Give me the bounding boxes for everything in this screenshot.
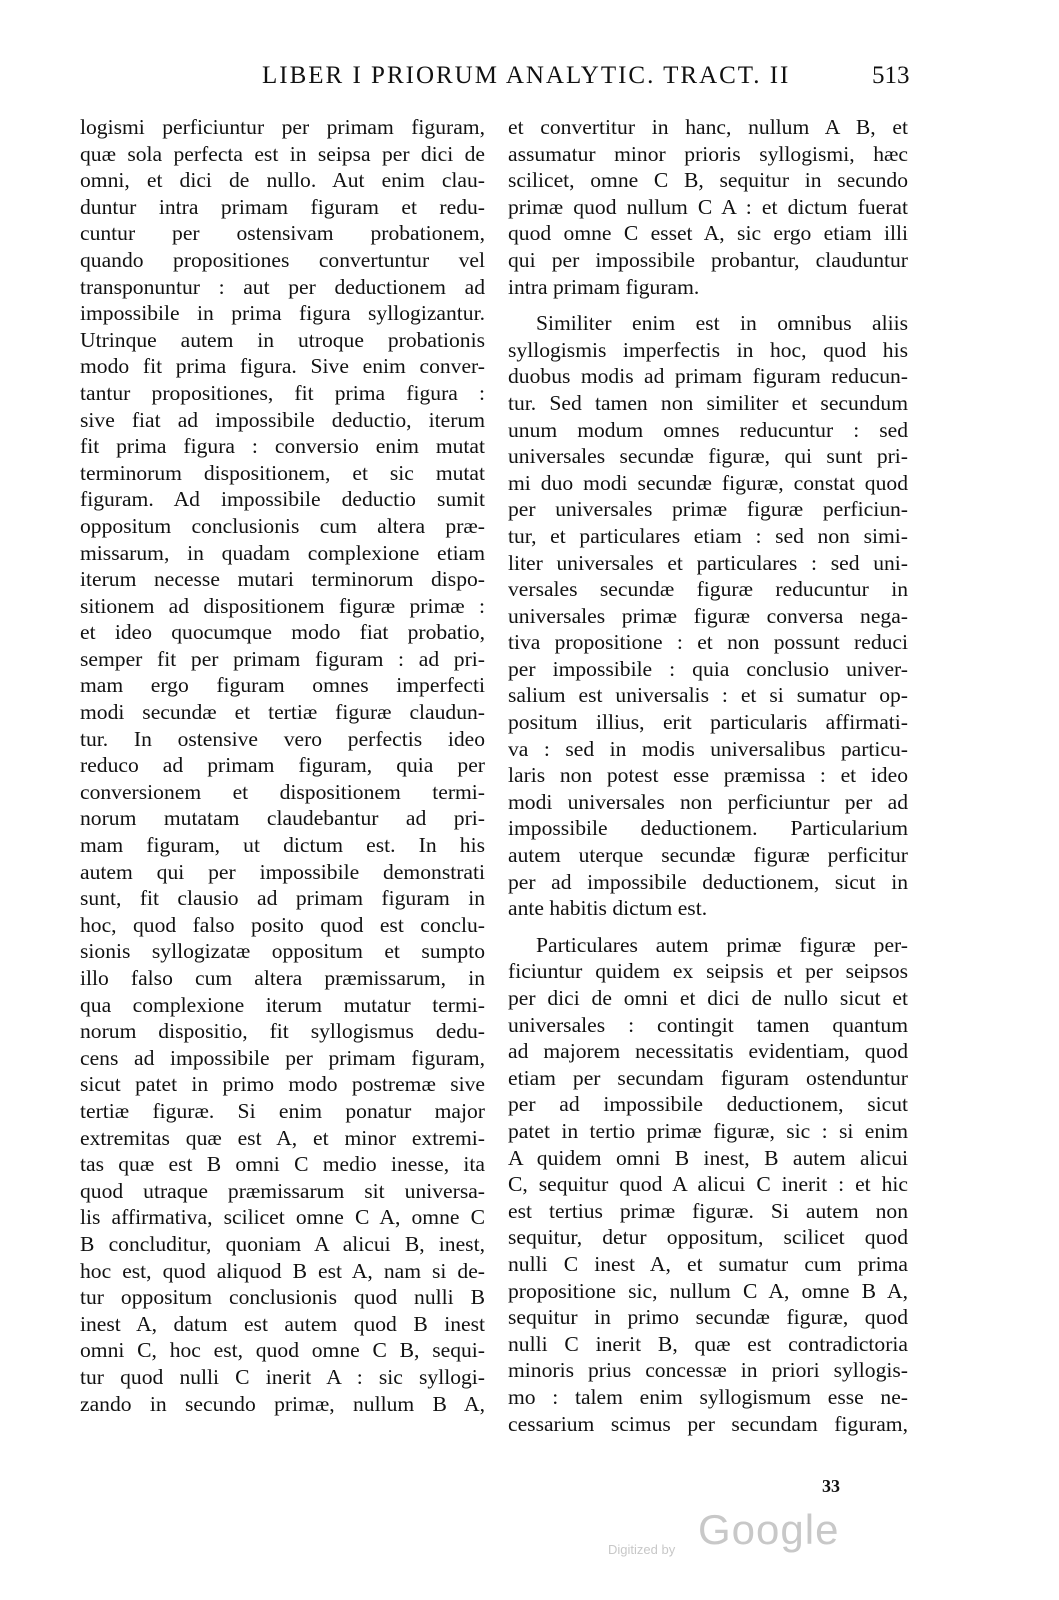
text-line: iterum necesse mutari terminorum dispo- bbox=[80, 567, 485, 592]
running-header bbox=[0, 62, 1059, 92]
text-line: salium est universalis : et si sumatur op- bbox=[508, 683, 908, 708]
text-line: modo fit prima figura. Sive enim conver- bbox=[80, 354, 485, 379]
text-line: conversionem et dispositionem termi- bbox=[80, 779, 485, 804]
text-line: ante habitis dictum est. bbox=[508, 896, 708, 921]
text-line: universales primæ figuræ conversa nega- bbox=[508, 603, 908, 628]
text-line: ficiuntur quidem ex seipsis et per seipsos bbox=[508, 959, 908, 984]
text-line: sionis syllogizatæ oppositum et sumpto bbox=[80, 939, 485, 964]
text-line: sunt, fit clausio ad primam figuram in bbox=[80, 886, 485, 911]
text-line: duntur intra primam figuram et redu- bbox=[80, 194, 485, 219]
text-line: et convertitur in hanc, nullum A B, et bbox=[508, 115, 908, 139]
text-line: mam ergo figuram omnes imperfecti bbox=[80, 673, 485, 698]
text-line: autem uterque secundæ figuræ perficitur bbox=[508, 843, 908, 868]
text-line: per universales primæ figuræ perficiun- bbox=[508, 497, 908, 522]
text-line: unum modum omnes reducuntur : sed bbox=[508, 417, 908, 442]
text-line: tur. In ostensive vero perfectis ideo bbox=[80, 726, 485, 751]
text-line: qui per impossibile probantur, clauduntur bbox=[508, 247, 908, 272]
text-line: versales secundæ figuræ reducuntur in bbox=[508, 577, 908, 602]
text-line: patet in tertio primæ figuræ, sic : si enim bbox=[508, 1118, 908, 1143]
left-text-column bbox=[80, 114, 485, 1417]
text-line: universales secundæ figuræ, qui sunt pri- bbox=[508, 444, 908, 469]
text-line: B concluditur, quoniam A alicui B, inest, bbox=[80, 1231, 485, 1256]
text-line: omni, et dici de nullo. Aut enim clau- bbox=[80, 168, 485, 193]
text-line: impossibile deductionem. Particularium bbox=[508, 816, 908, 841]
text-line: norum mutatam claudebantur ad pri- bbox=[80, 806, 485, 831]
google-logo: Google bbox=[698, 1506, 840, 1553]
text-line: tas quæ est B omni C medio inesse, ita bbox=[80, 1152, 485, 1177]
text-line: intra primam figuram. bbox=[508, 274, 700, 299]
text-line: universales : contingit tamen quantum bbox=[508, 1012, 908, 1037]
text-line: extremitas quæ est A, et minor extremi- bbox=[80, 1125, 485, 1150]
text-line: zando in secundo primæ, nullum B A, bbox=[80, 1391, 485, 1416]
text-line: etiam per secundam figuram ostenduntur bbox=[508, 1065, 908, 1090]
text-line: sequitur, detur oppositum, scilicet quod bbox=[508, 1225, 908, 1250]
text-line: tur, et particulares etiam : sed non simi- bbox=[508, 523, 908, 548]
text-line: C, sequitur quod A alicui C inerit : et hic bbox=[508, 1172, 908, 1197]
text-line: hoc, quod falso posito quod est conclu- bbox=[80, 912, 485, 937]
text-line: scilicet, omne C B, sequitur in secundo bbox=[508, 168, 908, 193]
text-line: inest A, datum est autem quod B inest bbox=[80, 1311, 485, 1336]
text-line: modi secundæ et tertiæ figuræ claudun- bbox=[80, 700, 485, 725]
text-line: A quidem omni B inest, B autem alicui bbox=[508, 1145, 908, 1170]
text-line: tantur propositiones, fit prima figura : bbox=[80, 380, 485, 405]
text-line: mi duo modi secundæ figuræ, constat quod bbox=[508, 470, 908, 495]
text-line: nulli C inest A, et sumatur cum prima bbox=[508, 1251, 908, 1276]
text-line: mam figuram, ut dictum est. In his bbox=[80, 833, 485, 858]
text-line: hoc est, quod aliquod B est A, nam si de- bbox=[80, 1258, 485, 1283]
text-line: sitionem ad dispositionem figuræ primæ : bbox=[80, 593, 485, 618]
text-line: per impossibile : quia conclusio univer- bbox=[508, 656, 908, 681]
text-line: et ideo quocumque modo fiat probatio, bbox=[80, 620, 485, 645]
text-line: quod utraque præmissarum sit universa- bbox=[80, 1178, 485, 1203]
text-line: per ad impossibile deductionem, sicut in bbox=[508, 869, 908, 894]
text-line: illo falso cum altera præmissarum, in bbox=[80, 966, 485, 990]
text-line: assumatur minor prioris syllogismi, hæc bbox=[508, 141, 908, 166]
right-text-column bbox=[508, 114, 908, 1437]
text-line: tertiæ figuræ. Si enim ponatur major bbox=[80, 1098, 485, 1123]
text-line: Similiter enim est in omnibus aliis bbox=[536, 311, 908, 336]
text-line: sive fiat ad impossibile deductio, iterum bbox=[80, 407, 485, 432]
text-line: missarum, in quadam complexione etiam bbox=[80, 540, 485, 565]
text-line: mo : talem enim syllogismum esse ne- bbox=[508, 1384, 908, 1409]
text-line: propositione sic, nullum C A, omne B A, bbox=[508, 1278, 908, 1303]
signature-mark: 33 bbox=[822, 1476, 840, 1496]
text-line: modi universales non perficiuntur per ad bbox=[508, 789, 908, 814]
text-line: impossibile in prima figura syllogizantur. bbox=[80, 301, 485, 326]
text-line: quando propositiones convertuntur vel bbox=[80, 247, 485, 272]
text-line: figuram. Ad impossibile deductio sumit bbox=[80, 487, 485, 512]
text-line: tiva propositione : et non possunt reduci bbox=[508, 630, 908, 655]
text-line: tur. Sed tamen non similiter et secundum bbox=[508, 390, 908, 415]
text-line: cessarium scimus per secundam figuram, bbox=[508, 1411, 908, 1436]
text-line: reduco ad primam figuram, quia per bbox=[80, 753, 485, 778]
text-line: est tertius primæ figuræ. Si autem non bbox=[508, 1198, 908, 1223]
text-line: va : sed in modis universalibus particu- bbox=[508, 736, 908, 761]
text-line: tur quod nulli C inerit A : sic syllogi- bbox=[80, 1364, 485, 1389]
text-line: ad majorem necessitatis evidentiam, quod bbox=[508, 1039, 908, 1064]
text-line: liter universales et particulares : sed uni- bbox=[508, 550, 908, 575]
text-line: cens ad impossibile per primam figuram, bbox=[80, 1045, 485, 1070]
digitized-by-label: Digitized by bbox=[608, 1542, 676, 1557]
text-line: terminorum dispositionem, et sic mutat bbox=[80, 460, 485, 485]
text-line: qua complexione iterum mutatur termi- bbox=[80, 992, 485, 1017]
text-line: semper fit per primam figuram : ad pri- bbox=[80, 646, 485, 671]
text-line: transponuntur : aut per deductionem ad bbox=[80, 274, 485, 299]
text-line: per dici de omni et dici de nullo sicut et bbox=[508, 986, 908, 1010]
text-line: oppositum conclusionis cum altera præ- bbox=[80, 513, 485, 538]
text-line: lis affirmativa, scilicet omne C A, omne C bbox=[80, 1205, 485, 1230]
text-line: Utrinque autem in utroque probationis bbox=[80, 327, 485, 352]
text-line: cuntur per ostensivam probationem, bbox=[80, 221, 485, 246]
text-line: laris non potest esse præmissa : et ideo bbox=[508, 763, 908, 788]
text-line: tur oppositum conclusionis quod nulli B bbox=[80, 1285, 485, 1310]
text-line: sequitur in primo secundæ figuræ, quod bbox=[508, 1305, 908, 1330]
text-line: positum illius, erit particularis affirmati- bbox=[508, 710, 908, 735]
text-line: omni C, hoc est, quod omne C B, sequi- bbox=[80, 1338, 485, 1363]
text-line: norum dispositio, fit syllogismus dedu- bbox=[80, 1019, 485, 1044]
text-line: Particulares autem primæ figuræ per- bbox=[536, 932, 908, 957]
text-line: per ad impossibile deductionem, sicut bbox=[508, 1092, 908, 1117]
running-title: LIBER I PRIORUM ANALYTIC. TRACT. II bbox=[262, 62, 791, 89]
text-line: minoris prius concessæ in priori syllogis- bbox=[508, 1358, 908, 1383]
text-line: syllogismis imperfectis in hoc, quod his bbox=[508, 337, 908, 362]
text-line: sicut patet in primo modo postremæ sive bbox=[80, 1072, 485, 1097]
text-line: quod omne C esset A, sic ergo etiam illi bbox=[508, 221, 908, 246]
text-line: duobus modis ad primam figuram reducun- bbox=[508, 364, 908, 389]
page-number: 513 bbox=[872, 62, 910, 89]
text-line: fit prima figura : conversio enim mutat bbox=[80, 434, 485, 459]
text-line: quæ sola perfecta est in seipsa per dici de bbox=[80, 141, 485, 166]
text-line: nulli C inerit B, quæ est contradictoria bbox=[508, 1331, 908, 1356]
text-line: primæ quod nullum C A : et dictum fuerat bbox=[508, 194, 908, 219]
digitized-by-watermark bbox=[608, 1506, 838, 1556]
text-line: autem qui per impossibile demonstrati bbox=[80, 859, 485, 884]
text-line: logismi perficiuntur per primam figuram, bbox=[80, 115, 485, 139]
